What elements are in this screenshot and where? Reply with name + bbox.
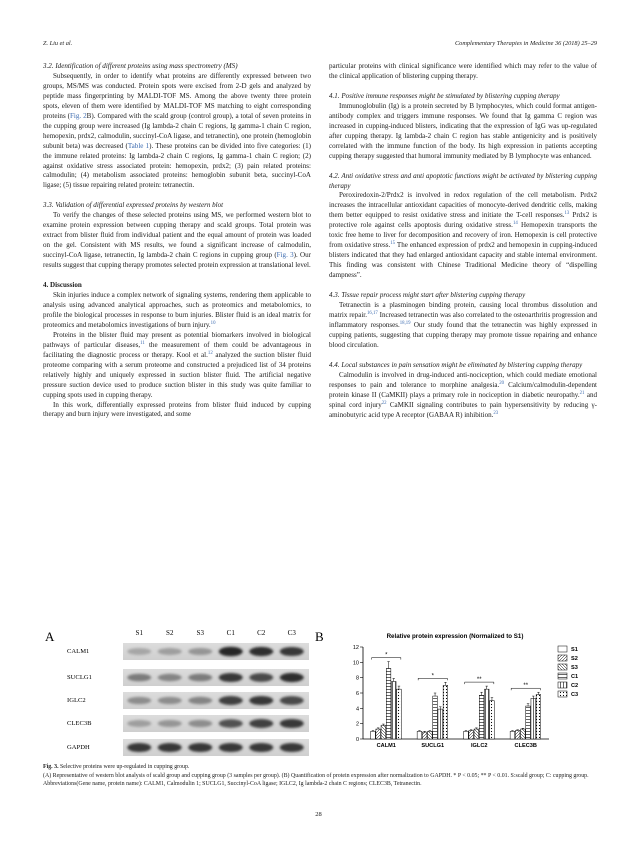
- lane-label: C2: [257, 629, 266, 637]
- blot-band: [158, 743, 182, 752]
- caption-body: (A) Representative of western blot analysis of scald group and cupping group (3 samples per group). (B) Quantification of protein expression after normalization to GAPDH. * P < 0.05; ** P < 0.01. S:scald group; C: cupping group. Abbreviations(Gene name, protein name): CALM1, Calmodulin 1; SUCLG1, Succinyl-CoA ligase; IGLC2, Ig lambda-2 chain C regions; CLEC3B, Tetranectin.: [43, 772, 589, 788]
- caption-label: Fig. 3.: [43, 764, 59, 770]
- ref-12[interactable]: 12: [207, 350, 213, 356]
- ref-22[interactable]: 22: [381, 400, 387, 406]
- chart-title: Relative protein expression (Normalized to S1): [386, 633, 524, 640]
- blot-band: [219, 743, 243, 752]
- blot-band: [158, 720, 182, 727]
- lane-label: S2: [166, 629, 174, 637]
- section-3-3-title: 3.3. Validation of differential expressed proteins by western blot: [43, 201, 224, 210]
- x-category-label: IGLC2: [471, 743, 488, 749]
- ref-16-17[interactable]: 16,17: [367, 310, 378, 316]
- x-category-label: CLEC3B: [514, 743, 537, 749]
- y-tick-label: 6: [355, 691, 359, 697]
- x-category-label: CALM1: [376, 743, 396, 749]
- blot-row-label: IGLC2: [67, 697, 86, 704]
- bar-suclg1-s1: [417, 731, 422, 739]
- blot-band: [249, 719, 273, 728]
- discussion-paragraph-2: Proteins in the blister fluid may present as potential biomarkers involved in biological pathways of particular diseases,$^{11}$ the measurement of them could be advantageous in facilitating the diagnostic process or therapy. Kool et al.$^{12}$ analyzed the suction blister fluid proteome comparing with a serum proteome and constructed a prejudiced list of 34 proteins relatively highly and uniquely expressed in suction blister fluid. The artificial negative pressure suction device used to produce suction blister in this study was quite familiar to cupping spots used in cupping therapy.: [43, 330, 311, 399]
- y-tick-label: 0: [355, 737, 359, 743]
- legend-swatch: [558, 646, 567, 652]
- table1-link[interactable]: Table 1: [127, 141, 150, 150]
- legend-swatch: [558, 691, 567, 697]
- significance-marker: *: [385, 652, 388, 659]
- legend-swatch: [558, 682, 567, 688]
- blot-row-label: SUCLG1: [67, 674, 92, 681]
- blot-band: [249, 743, 273, 752]
- bar-iglc2-c3: [490, 701, 495, 739]
- blot-band: [127, 697, 151, 704]
- significance-marker: **: [476, 677, 482, 684]
- right-column: [329, 62, 597, 421]
- legend-label: C3: [571, 692, 579, 698]
- discussion-paragraph-3: In this work, differentially expressed proteins from blister fluid induced by cupping therapy and burn injury were investigated, and some: [43, 400, 311, 419]
- continued-paragraph: particular proteins with clinical significance were identified which may refer to the value of the clinical application of blistering cupping therapy.: [329, 62, 597, 80]
- blot-row-label: CALM1: [67, 648, 90, 655]
- blot-band: [188, 648, 212, 655]
- section-4-1-title: 4.1. Positive immune responses might be stimulated by blistering cupping therapy: [329, 91, 560, 100]
- legend-label: S2: [571, 656, 578, 662]
- bar-iglc2-s2: [469, 731, 474, 739]
- blot-band: [249, 696, 273, 705]
- bar-clec3b-s1: [510, 731, 515, 739]
- section-4-2-paragraph: Peroxiredoxin-2/Prdx2 is involved in redox regulation of the cell metabolism. Prdx2 increases the intracellular antioxidant capacities of monocyte-derived dendritic cells, making them better equipped to resist oxidative stress and initiate the T-cell responses.$^{13}$ Prdx2 is protective role against cells apoptosis during oxidative stress.$^{14}$ Hemopexin transports the toxic free heme to liver for decomposition and recovery of iron. Hemopexin is cell protective from oxidative stress.$^{15}$ The enhanced expression of prdx2 and hemopexin in cupping-induced blisters indicated that they had enlarged antioxidant capacity and stable internal environment. This finding was consistent with Chinese Traditional Medicine theory of “dispelling dampness”.: [329, 191, 598, 280]
- bar-suclg1-s3: [428, 731, 433, 739]
- ref-18-19[interactable]: 18,19: [399, 320, 411, 326]
- bar-suclg1-c3: [443, 685, 448, 739]
- blot-band: [127, 743, 151, 752]
- y-tick-label: 4: [355, 706, 359, 713]
- running-header-authors: Z. Liu et al.: [43, 40, 73, 47]
- legend-label: C1: [571, 674, 579, 680]
- blot-band: [249, 647, 273, 656]
- bar-iglc2-s3: [474, 729, 479, 739]
- figure-3: [43, 625, 603, 760]
- blot-band: [280, 696, 304, 705]
- legend-swatch: [558, 664, 567, 670]
- bar-clec3b-c2: [531, 698, 536, 739]
- panel-b-label: B: [315, 629, 324, 644]
- blot-band: [127, 674, 151, 682]
- blot-band: [280, 719, 304, 728]
- bar-iglc2-c1: [479, 695, 484, 739]
- ref-10[interactable]: 10: [210, 320, 216, 326]
- bar-clec3b-s2: [515, 731, 520, 739]
- ref-20[interactable]: 20: [499, 380, 505, 386]
- legend-label: S3: [571, 665, 578, 671]
- lane-label: C3: [287, 629, 296, 637]
- y-tick-label: 8: [355, 675, 359, 682]
- lane-label: C1: [226, 629, 235, 637]
- blot-band: [249, 673, 273, 682]
- bar-clec3b-c3: [536, 695, 541, 739]
- bar-iglc2-s1: [464, 731, 469, 739]
- significance-marker: **: [523, 683, 529, 690]
- lane-label: S3: [196, 629, 204, 637]
- ref-23[interactable]: 23: [493, 410, 499, 416]
- page-number: 28: [315, 811, 322, 818]
- blot-band: [158, 674, 182, 681]
- blot-band: [127, 720, 151, 727]
- blot-row-label: CLEC3B: [67, 720, 92, 727]
- bar-calm1-c2: [391, 682, 396, 740]
- ref-11[interactable]: 11: [140, 340, 145, 346]
- section-4-4-paragraph: Calmodulin is involved in drug-induced anti-nociception, which could mediate emotional responses to pain and tolerance to morphine analgesia.$^{20}$ Calcium/calmodulin-dependent protein kinase II (CaMKII) plays a primary role in nociception in diabetic neuropathy.$^{21}$ and spinal cord injury$^{22}$ CaMKII signaling contributes to pain hypersensitivity by reducing γ-aminobutyric acid type A receptor (GABAA R) inhibition.$^{23}$: [329, 370, 597, 419]
- blot-band: [127, 648, 151, 655]
- lane-label: S1: [135, 629, 143, 637]
- ref-15[interactable]: 15: [390, 241, 396, 247]
- y-tick-label: 12: [352, 645, 359, 651]
- legend-swatch: [558, 655, 567, 661]
- caption-title: Selective proteins were up-regulated in cupping group.: [58, 764, 190, 770]
- blot-band: [158, 648, 182, 655]
- x-category-label: SUCLG1: [421, 743, 445, 749]
- blot-band: [219, 647, 243, 656]
- blot-band: [188, 743, 212, 752]
- panel-a-label: A: [45, 629, 55, 644]
- section-4-4-title: 4.4. Local substances in pain sensation might be eliminated by blistering cupping therapy: [329, 360, 583, 369]
- bar-clec3b-c1: [526, 706, 531, 739]
- bar-calm1-c1: [386, 668, 391, 739]
- left-column: [43, 62, 311, 420]
- blot-band: [219, 673, 243, 682]
- significance-marker: *: [431, 673, 434, 680]
- bar-clec3b-s3: [521, 729, 526, 739]
- section-4-3-paragraph: Tetranectin is a plasminogen binding protein, causing local thrombus dissolution and matrix repair.$^{16,17}$ Increased tetranectin was also correlated to the osteoarthritis progression and inflammatory responses.$^{18,19}$ Our study found that the tetranectin was highly expressed in cupping patients, suggesting that cupping therapy may promote tissue repairing and enhance blood circulation.: [329, 301, 598, 349]
- discussion-paragraph-1: Skin injuries induce a complex network of signaling systems, rendering them applicable to analysis using advanced analytical approaches, such as proteomics and metabolomics, to profile the biological processes in response to burn injuries. Blister fluid is an ideal matrix for proteomics and metabolomics investigations of burn injury.$^{10}$: [43, 291, 311, 329]
- section-4-title: 4. Discussion: [43, 281, 82, 290]
- blot-band: [188, 697, 212, 704]
- blot-band: [219, 719, 243, 728]
- fig2-link[interactable]: Fig. 2: [70, 111, 87, 120]
- section-4-2-title: 4.2. Anti oxidative stress and anti apoptotic functions might be activated by blistering cupping therapy: [329, 171, 597, 190]
- fig3-link[interactable]: Fig. 3: [276, 251, 294, 260]
- blot-band: [280, 743, 304, 752]
- section-3-2-paragraph: Subsequently, in order to identify what proteins are differently expressed between two groups, MS/MS was conducted. Protein spots were excised from 2-D gels and analyzed by peptide mass fingerprinting by MALDI-TOF MS. Among the above twenty three protein spots, eleven of them were identified by MALDI-TOF MS matching to eight corresponding proteins (Fig. 2B). Compared with the scald group (control group), a total of seven proteins in the cupping group were increased (Ig lambda-2 chain C regions, Ig gamma-1 chain C region, hemopexin, prdx2, calmodulin, succinyl-CoA ligase, and tetranectin), one protein (hemoglobin subunit beta) was decreased (Table 1). These proteins can be divided into five categories: (1) the immune related proteins: Ig lambda-2 chain C regions, Ig gamma-1 chain C region; (2) against oxidative stress associated protein: hemopexin, prdx2; (3) pain related proteins: calmodulin; (4) metabolism associated proteins: hemoglobin subunit beta, succinyl-CoA ligase; (5) tissue repairing related protein: tetranectin.: [43, 71, 312, 190]
- figure-caption: [43, 763, 603, 789]
- section-4-3-title: 4.3. Tissue repair process might start after blistering cupping therapy: [329, 291, 526, 300]
- bar-calm1-c3: [397, 689, 402, 739]
- blot-band: [158, 697, 182, 704]
- bar-calm1-s1: [371, 731, 376, 739]
- blot-band: [280, 647, 304, 656]
- blot-row-label: GAPDH: [67, 744, 90, 751]
- bar-suclg1-c2: [438, 709, 443, 739]
- blot-band: [188, 720, 212, 727]
- ref-13[interactable]: 13: [564, 211, 570, 217]
- y-tick-label: 2: [355, 721, 359, 728]
- y-tick-label: 10: [352, 660, 359, 667]
- bar-chart-panel: [313, 625, 603, 760]
- legend-label: C2: [571, 683, 579, 689]
- bar-calm1-s2: [376, 729, 381, 739]
- blot-band: [219, 696, 243, 705]
- legend-label: S1: [571, 647, 578, 653]
- bar-iglc2-c2: [484, 689, 489, 739]
- bar-calm1-s3: [381, 725, 386, 739]
- running-header-journal: Complementary Therapies in Medicine 36 (2018) 25–29: [454, 40, 597, 47]
- legend-swatch: [558, 673, 567, 679]
- ref-21[interactable]: 21: [579, 390, 585, 396]
- section-3-2-title: 3.2. Identification of different proteins using mass spectrometry (MS): [43, 62, 238, 70]
- section-3-3-paragraph: To verify the changes of these selected proteins using MS, we performed western blot to examine protein expression between cupping therapy and scald groups. Total protein was extract from blister fluid from individual patient and the equal amount of protein was loaded on the gel. Consistent with MS results, we found a significant increase of calmodulin, succinyl-CoA ligase, tetranectin, Ig lambda-2 chain C regions in cupping group (Fig. 3). Our results suggest that cupping therapy promotes selected protein expression at translational level.: [43, 211, 311, 270]
- western-blot-panel: [43, 625, 313, 760]
- section-4-1-paragraph: Immunoglobulin (Ig) is a protein secreted by B lymphocytes, which could format antigen-antibody complex and triggers immune responses. We found that Ig gamma C region was increased in cupping-induced blisters, indicating that the expression of IgG was up-regulated after cupping therapy. Ig lambda-2 chain C region has stable antigenicity and is positively correlated with the immune function of the body. Its high expression in patients accepting cupping therapy suggested that humoral immunity mediated by B lymphocyte was enhanced.: [329, 101, 597, 160]
- blot-band: [280, 673, 304, 682]
- blot-band: [188, 674, 212, 682]
- ref-14[interactable]: 14: [512, 221, 518, 227]
- bar-suclg1-c1: [433, 696, 438, 739]
- bar-suclg1-s2: [422, 732, 427, 739]
